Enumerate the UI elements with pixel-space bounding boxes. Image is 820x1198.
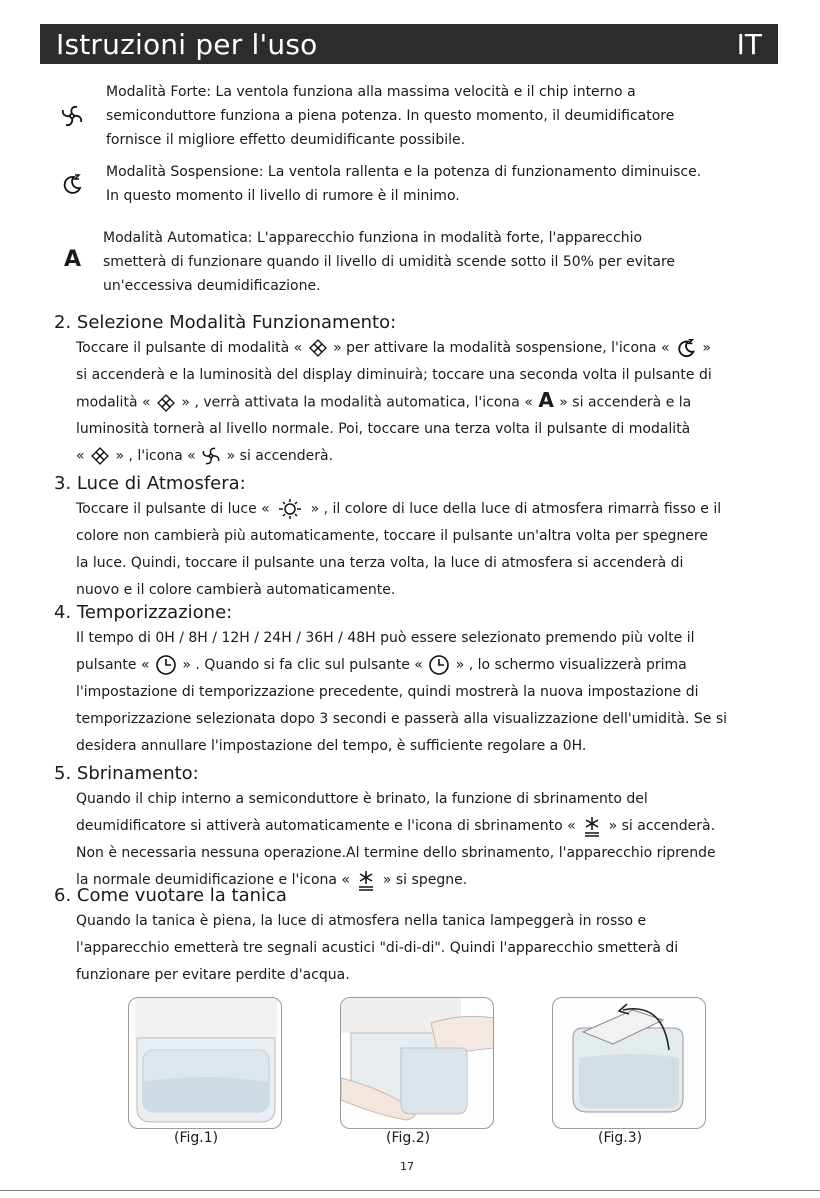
paragraph-line bbox=[76, 936, 766, 960]
page-header bbox=[40, 24, 778, 64]
paragraph-line bbox=[76, 551, 766, 575]
paragraph-line bbox=[76, 707, 766, 731]
text-run: Toccare il pulsante di luce « bbox=[76, 501, 275, 517]
text-run: » . Quando si fa clic sul pulsante « bbox=[177, 657, 428, 673]
paragraph-line bbox=[76, 653, 766, 677]
text-run: luminosità tornerà al livello normale. Poi, toccare una terza volta il pulsante di modalità bbox=[76, 421, 691, 437]
paragraph-line bbox=[76, 626, 766, 650]
paragraph-line bbox=[76, 787, 766, 811]
timer-icon bbox=[428, 654, 450, 676]
mode-strong-text: Modalità Forte: La ventola funziona alla massima velocità e il chip interno a semiconduttore funziona a piena potenza. In questo momento, il deumidificatore fornisce il migliore effetto deumidificante possibile. bbox=[106, 84, 675, 148]
defrost-icon bbox=[581, 815, 603, 837]
figure-3-caption: (Fig.3) bbox=[598, 1130, 643, 1146]
timer-icon bbox=[155, 654, 177, 676]
section-title: 2. Selezione Modalità Funzionamento: bbox=[54, 312, 397, 333]
paragraph-line bbox=[76, 336, 766, 360]
text-run: » , lo schermo visualizzerà prima bbox=[451, 657, 687, 673]
text-run: funzionare per evitare perdite d'acqua. bbox=[76, 967, 350, 983]
moon-sleep-icon bbox=[60, 172, 84, 196]
text-run: » si accenderà. bbox=[222, 448, 334, 464]
page-title: Istruzioni per l'uso bbox=[56, 27, 318, 61]
auto-a-icon: A bbox=[64, 247, 82, 272]
text-run: la luce. Quindi, toccare il pulsante una terza volta, la luce di atmosfera si accenderà di bbox=[76, 555, 684, 571]
text-run: Quando il chip interno a semiconduttore è brinato, la funzione di sbrinamento del bbox=[76, 791, 648, 807]
text-run: desidera annullare l'impostazione del tempo, è sufficiente regolare a 0H. bbox=[76, 738, 587, 754]
text-run: Quando la tanica è piena, la luce di atmosfera nella tanica lampeggerà in rosso e bbox=[76, 913, 647, 929]
text-run: » si spegne. bbox=[378, 872, 468, 888]
fan-icon bbox=[60, 104, 84, 128]
mode-sleep-text: Modalità Sospensione: La ventola rallenta e la potenza di funzionamento diminuisce. In questo momento il livello di rumore è il minimo. bbox=[106, 164, 702, 204]
figure-2-caption: (Fig.2) bbox=[386, 1130, 431, 1146]
text-run: l'impostazione di temporizzazione precedente, quindi mostrerà la nuova impostazione di bbox=[76, 684, 699, 700]
text-run: nuovo e il colore cambierà automaticamente. bbox=[76, 582, 396, 598]
text-run: la normale deumidificazione e l'icona « bbox=[76, 872, 355, 888]
text-run: » , verrà attivata la modalità automatica, l'icona « bbox=[176, 394, 538, 411]
paragraph-line bbox=[76, 417, 766, 441]
paragraph-line bbox=[76, 909, 766, 933]
figure-1-image bbox=[128, 997, 282, 1129]
text-run: pulsante « bbox=[76, 657, 154, 673]
mode-button-icon bbox=[90, 446, 110, 466]
text-run: « bbox=[76, 448, 90, 464]
mode-auto-text: Modalità Automatica: L'apparecchio funziona in modalità forte, l'apparecchio smetterà di funzionare quando il livello di umidità scende sotto il 50% per evitare un'eccessiva deumidificazione. bbox=[103, 230, 676, 294]
language-tag: IT bbox=[736, 27, 762, 61]
section-title: 4. Temporizzazione: bbox=[54, 602, 233, 623]
page-number: 17 bbox=[400, 1160, 414, 1173]
paragraph-line bbox=[76, 390, 766, 415]
text-run: » , l'icona « bbox=[111, 448, 201, 464]
figure-1-caption: (Fig.1) bbox=[174, 1130, 219, 1146]
defrost-icon bbox=[355, 869, 377, 891]
fan-icon bbox=[201, 446, 221, 466]
paragraph-line bbox=[76, 497, 766, 521]
paragraph-line bbox=[76, 963, 766, 987]
paragraph-line bbox=[76, 524, 766, 548]
text-run: colore non cambierà più automaticamente, toccare il pulsante un'altra volta per spegnere bbox=[76, 528, 708, 544]
text-run: Non è necessaria nessuna operazione.Al termine dello sbrinamento, l'apparecchio riprende bbox=[76, 845, 716, 861]
text-run: Toccare il pulsante di modalità « bbox=[76, 340, 307, 356]
section-title: 5. Sbrinamento: bbox=[54, 763, 199, 784]
text-run: » , il colore di luce della luce di atmosfera rimarrà fisso e il bbox=[306, 501, 722, 517]
section-title: 6. Come vuotare la tanica bbox=[54, 885, 287, 906]
figure-2-image bbox=[340, 997, 494, 1129]
text-run: deumidificatore si attiverà automaticamente e l'icona di sbrinamento « bbox=[76, 818, 581, 834]
paragraph-line bbox=[76, 578, 766, 602]
mode-button-icon bbox=[308, 338, 328, 358]
paragraph-line bbox=[76, 363, 766, 387]
mode-button-icon bbox=[156, 393, 176, 413]
text-run: si accenderà e la luminosità del display diminuirà; toccare una seconda volta il pulsante di bbox=[76, 367, 712, 383]
text-run: Il tempo di 0H / 8H / 12H / 24H / 36H / 48H può essere selezionato premendo più volte il bbox=[76, 630, 695, 646]
text-run: » si accenderà e la bbox=[554, 394, 692, 411]
text-run: l'apparecchio emetterà tre segnali acustici "di-di-di". Quindi l'apparecchio smetterà di bbox=[76, 940, 679, 956]
sun-light-icon bbox=[275, 499, 305, 519]
bottom-divider bbox=[0, 1190, 820, 1191]
text-run: » per attivare la modalità sospensione, l'icona « bbox=[328, 340, 674, 356]
paragraph-line bbox=[76, 444, 766, 468]
section-title: 3. Luce di Atmosfera: bbox=[54, 473, 246, 494]
text-run: modalità « bbox=[76, 394, 155, 411]
auto-a-icon: A bbox=[538, 388, 554, 412]
text-run: » si accenderà. bbox=[604, 818, 716, 834]
paragraph-line bbox=[76, 734, 766, 758]
paragraph-line bbox=[76, 841, 766, 865]
paragraph-line bbox=[76, 680, 766, 704]
moon-sleep-icon bbox=[675, 337, 697, 359]
text-run: temporizzazione selezionata dopo 3 secondi e passerà alla visualizzazione dell'umidità. Se si bbox=[76, 711, 728, 727]
figure-3-image bbox=[552, 997, 706, 1129]
paragraph-line bbox=[76, 814, 766, 838]
text-run: » bbox=[697, 340, 711, 356]
